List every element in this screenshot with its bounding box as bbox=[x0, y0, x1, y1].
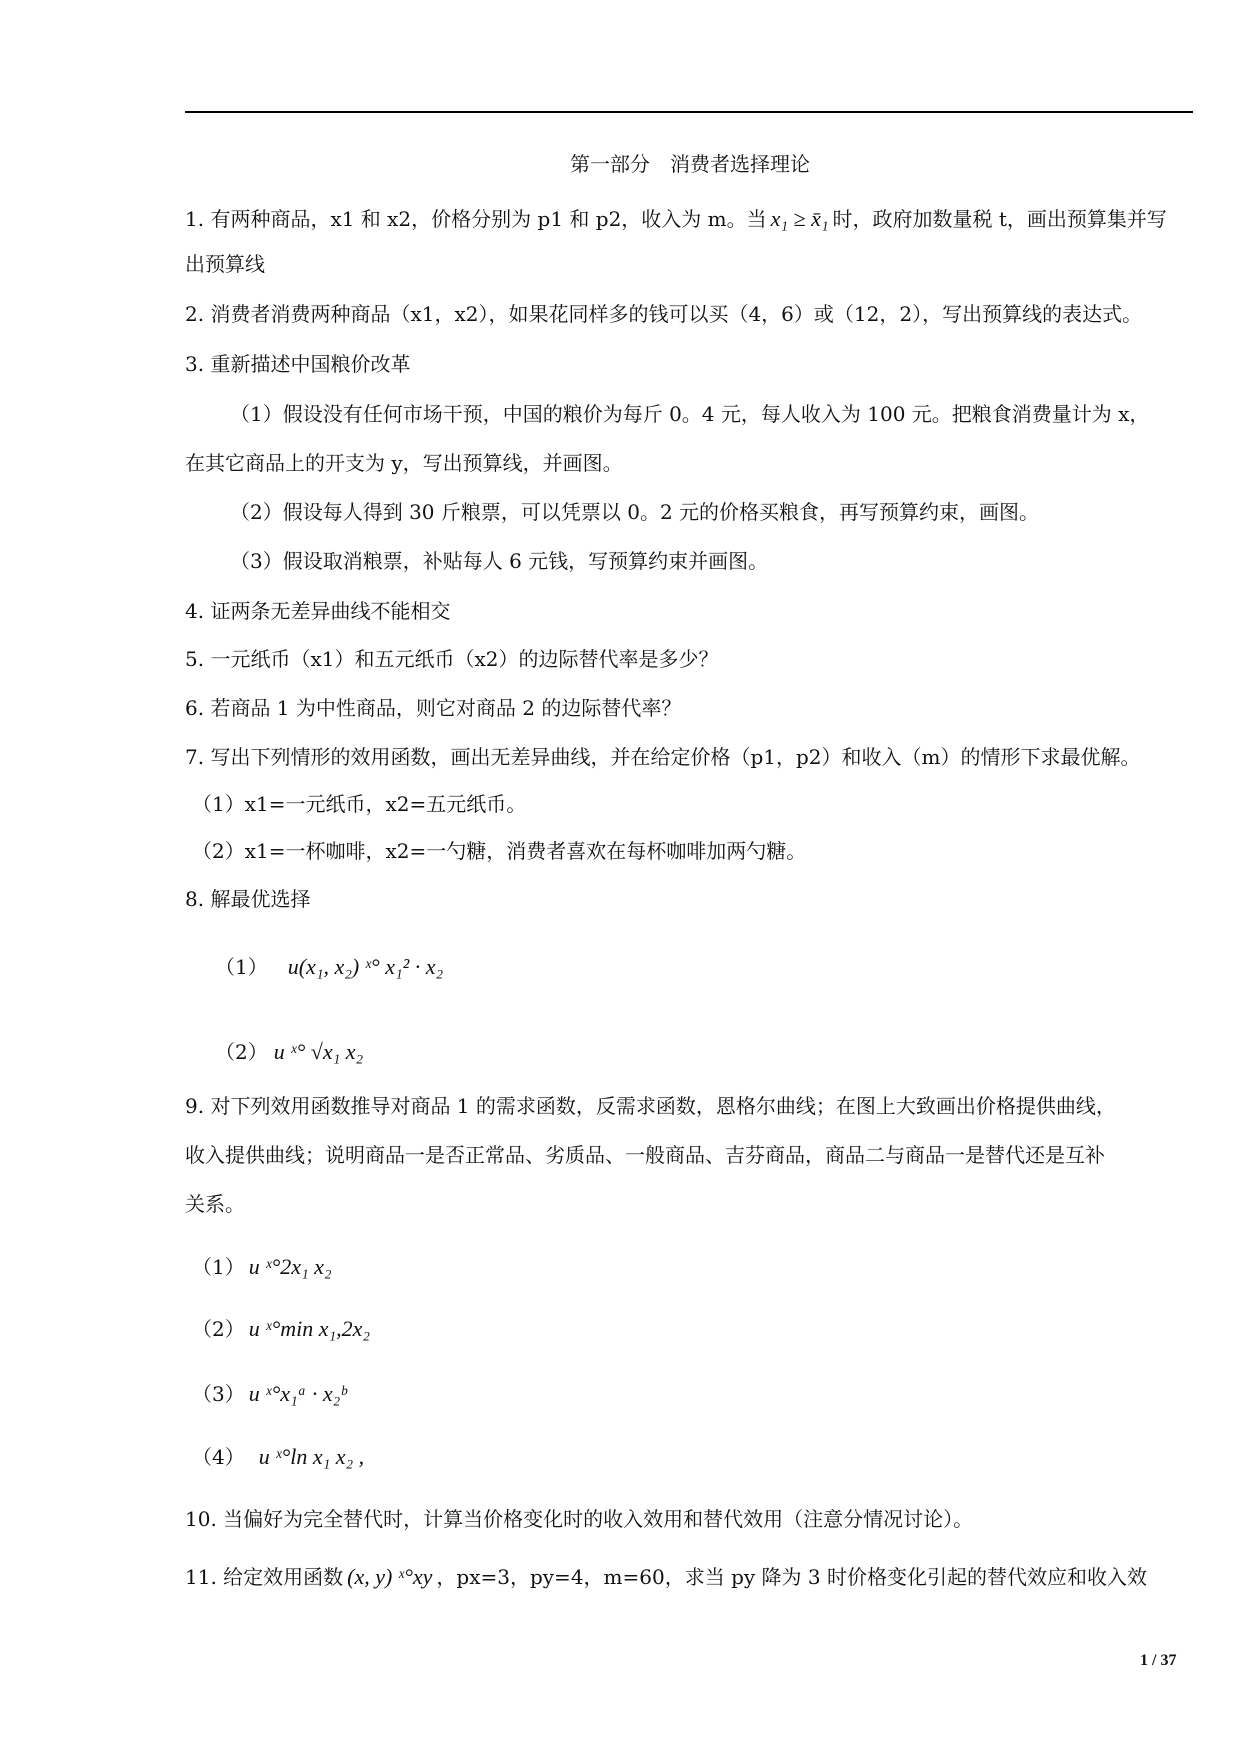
question-8-1 bbox=[215, 953, 443, 981]
q9-4-formula: u ˣ°ln x₁ x₂ , bbox=[258, 1444, 365, 1469]
q8-1-label: （1） bbox=[215, 955, 268, 979]
question-4: 4. 证两条无差异曲线不能相交 bbox=[185, 599, 451, 623]
question-9-4 bbox=[192, 1443, 364, 1471]
question-10: 10. 当偏好为完全替代时，计算当价格变化时的收入效用和替代效用（注意分情况讨论）。 bbox=[185, 1507, 974, 1531]
q9-1-label: （1） bbox=[192, 1255, 245, 1279]
question-9-line-3: 关系。 bbox=[185, 1192, 245, 1216]
q9-3-formula: u ˣ°x₁ᵃ · x₂ᵇ bbox=[248, 1381, 347, 1406]
question-7: 7. 写出下列情形的效用函数，画出无差异曲线，并在给定价格（p1，p2）和收入（m）的情形下求最优解。 bbox=[185, 745, 1141, 769]
question-9-2 bbox=[192, 1315, 370, 1343]
question-9-line-1: 9. 对下列效用函数推导对商品 1 的需求函数，反需求函数，恩格尔曲线；在图上大致画出价格提供曲线， bbox=[185, 1094, 1116, 1118]
question-1-line-2: 出预算线 bbox=[185, 252, 265, 276]
question-3-1-line-1: （1）假设没有任何市场干预，中国的粮价为每斤 0。4 元，每人收入为 100 元。把粮食消费量计为 x， bbox=[230, 402, 1150, 426]
question-9-1 bbox=[192, 1253, 332, 1281]
q9-3-label: （3） bbox=[192, 1382, 245, 1406]
q1-text-pre: 1. 有两种商品，x1 和 x2，价格分别为 p1 和 p2，收入为 m。当 bbox=[185, 207, 767, 231]
q9-1-formula: u ˣ°2x₁ x₂ bbox=[248, 1254, 332, 1279]
question-9-3 bbox=[192, 1380, 346, 1408]
page-title: 第一部分 消费者选择理论 bbox=[570, 152, 810, 176]
page-number: 1 / 37 bbox=[1140, 1652, 1177, 1669]
question-1-line-1 bbox=[185, 205, 1167, 233]
question-8-2 bbox=[215, 1038, 363, 1066]
question-8: 8. 解最优选择 bbox=[185, 887, 311, 911]
question-3-3: （3）假设取消粮票，补贴每人 6 元钱，写预算约束并画图。 bbox=[230, 549, 769, 573]
q1-inequality: x₁ ≥ x̄₁ bbox=[770, 206, 829, 231]
q9-2-formula: u ˣ°min x₁,2x₂ bbox=[248, 1316, 371, 1341]
q9-4-label: （4） bbox=[192, 1445, 245, 1469]
question-3-1-line-2: 在其它商品上的开支为 y，写出预算线，并画图。 bbox=[185, 451, 623, 475]
q1-text-post: 时，政府加数量税 t，画出预算集并写 bbox=[832, 207, 1167, 231]
question-2: 2. 消费者消费两种商品（x1，x2），如果花同样多的钱可以买（4，6）或（12，2），写出预算线的表达式。 bbox=[185, 302, 1143, 326]
q8-2-formula: u ˣ° √x₁ x₂ bbox=[273, 1039, 364, 1064]
question-11 bbox=[185, 1563, 1147, 1591]
question-9-line-2: 收入提供曲线；说明商品一是否正常品、劣质品、一般商品、吉芬商品，商品二与商品一是替代还是互补 bbox=[185, 1143, 1105, 1167]
question-7-2: （2）x1=一杯咖啡，x2=一勺糖，消费者喜欢在每杯咖啡加两勺糖。 bbox=[192, 839, 807, 863]
header-rule bbox=[185, 111, 1193, 113]
question-7-1: （1）x1=一元纸币，x2=五元纸币。 bbox=[192, 792, 527, 816]
q11-text-post: ，px=3，py=4，m=60，求当 py 降为 3 时价格变化引起的替代效应和收入效 bbox=[436, 1565, 1147, 1589]
question-5: 5. 一元纸币（x1）和五元纸币（x2）的边际替代率是多少？ bbox=[185, 647, 719, 671]
question-6: 6. 若商品 1 为中性商品，则它对商品 2 的边际替代率？ bbox=[185, 696, 682, 720]
q11-text-pre: 11. 给定效用函数 bbox=[185, 1565, 344, 1589]
q8-2-label: （2） bbox=[215, 1040, 268, 1064]
q9-2-label: （2） bbox=[192, 1317, 245, 1341]
question-3: 3. 重新描述中国粮价改革 bbox=[185, 352, 411, 376]
question-3-2: （2）假设每人得到 30 斤粮票，可以凭票以 0。2 元的价格买粮食，再写预算约束，画图。 bbox=[230, 500, 1040, 524]
q8-1-formula: u(x₁, x₂) ˣ° x₁² · x₂ bbox=[287, 954, 444, 979]
q11-formula: (x, y) ˣ°xy bbox=[347, 1564, 433, 1589]
